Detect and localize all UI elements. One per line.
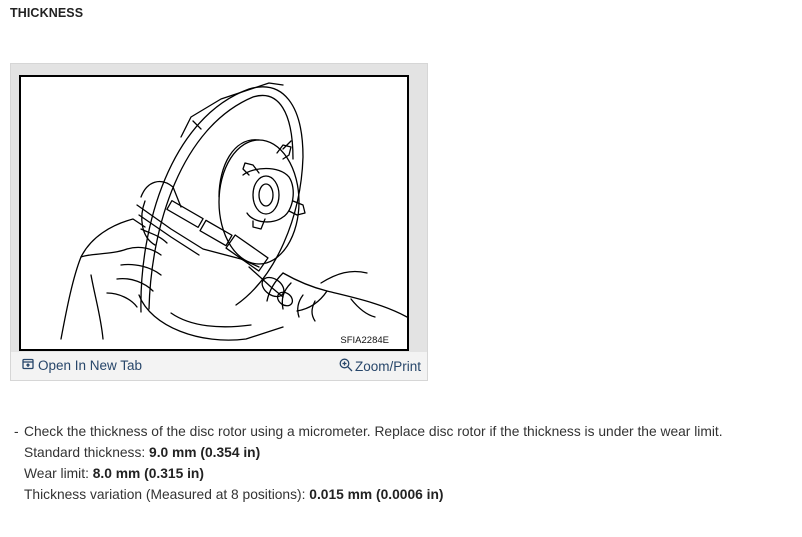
section-heading: THICKNESS (10, 6, 84, 20)
bullet-dash: - (14, 424, 19, 439)
spec-thickness-variation (14, 484, 794, 505)
figure-toolbar (11, 352, 427, 380)
spec-value: 0.015 mm (0.0006 in) (309, 487, 444, 502)
zoom-print-label: Zoom/Print (354, 359, 421, 374)
zoom-icon (339, 358, 353, 375)
spec-wear-limit (14, 463, 794, 484)
spec-label: Wear limit: (24, 466, 93, 481)
spec-label: Thickness variation (Measured at 8 positions): (24, 487, 310, 502)
figure-card (10, 63, 428, 381)
open-new-tab-icon (22, 358, 34, 373)
zoom-print-button[interactable] (339, 358, 421, 375)
instruction-text: Check the thickness of the disc rotor using a micrometer. Replace disc rotor if the thickness is under the wear limit. (24, 424, 723, 439)
open-in-new-tab-label: Open In New Tab (38, 358, 143, 373)
open-in-new-tab-button[interactable] (22, 358, 142, 373)
spec-label: Standard thickness: (24, 445, 150, 460)
figure-image[interactable] (19, 75, 409, 351)
figure-code-label: SFIA2284E (340, 335, 389, 346)
spec-value: 9.0 mm (0.354 in) (149, 445, 261, 460)
spec-value: 8.0 mm (0.315 in) (92, 466, 204, 481)
instructions-block (14, 421, 794, 505)
spec-standard-thickness (14, 442, 794, 463)
instruction-main (14, 421, 794, 442)
disc-rotor-micrometer-illustration (21, 77, 407, 349)
